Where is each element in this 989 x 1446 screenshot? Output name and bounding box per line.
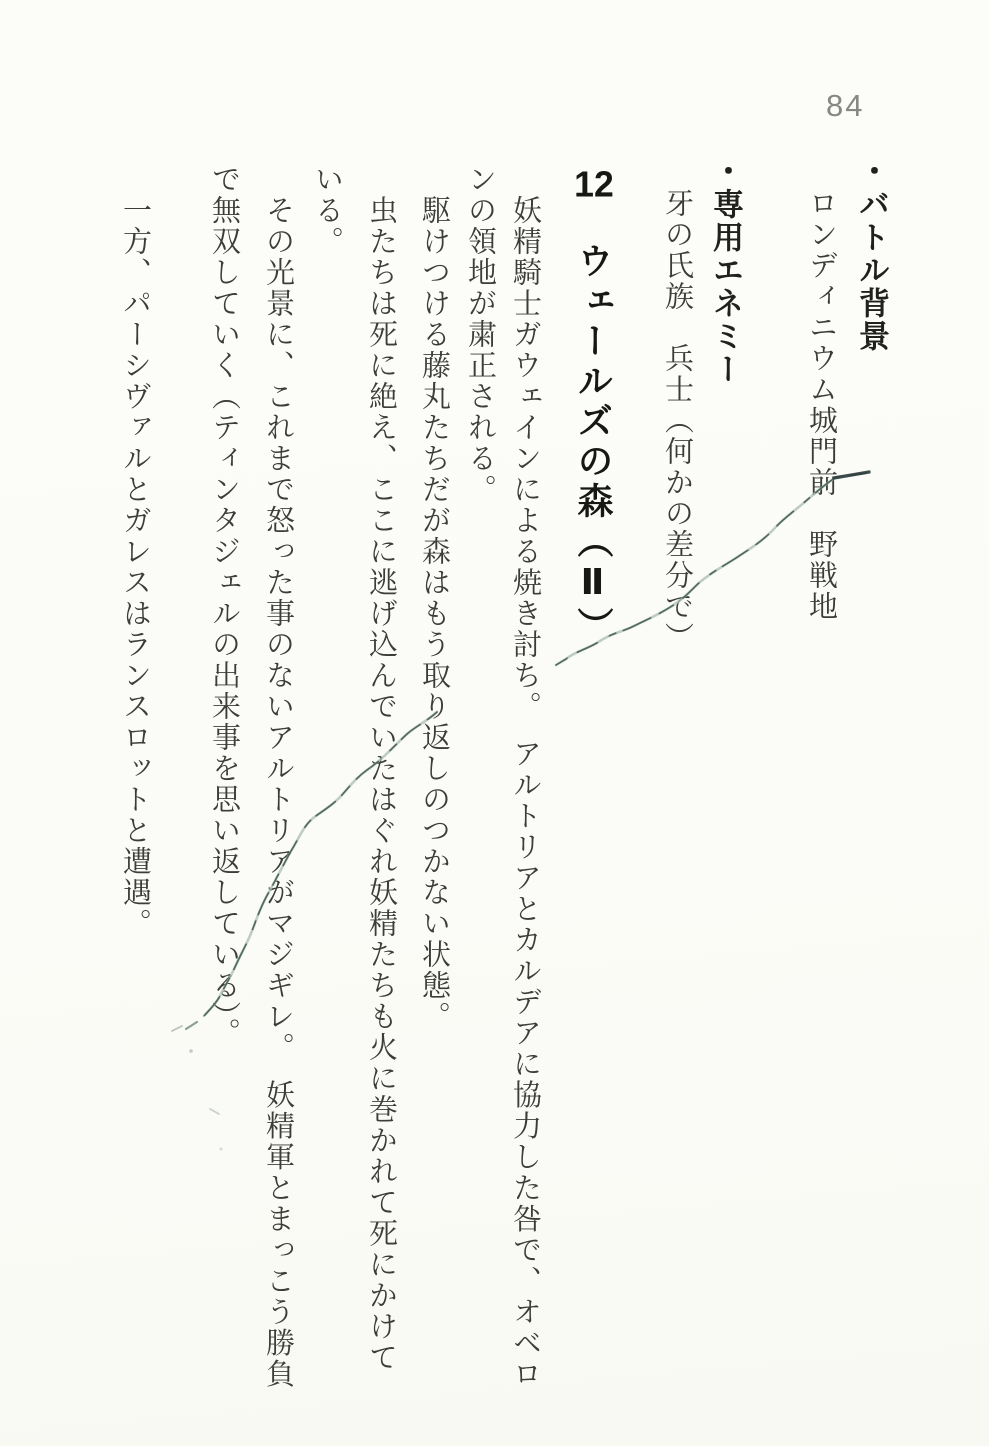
section-title: ウェールズの森（Ⅱ） xyxy=(573,202,614,647)
body-column-8: 一方、パーシヴァルとガレスはランスロットと遭遇。 xyxy=(119,164,151,939)
battle-background-label: ・バトル背景 xyxy=(854,155,889,353)
exclusive-enemy-label: ・専用エネミー xyxy=(708,155,743,386)
body-column-3: 駆けつける藤丸たちだが森はもう取り返しのつかない状態。 xyxy=(418,164,450,1032)
body-column-4: 虫たちは死に絶え、ここに逃げ込んでいたはぐれ妖精たちも火に巻かれて死にかけて xyxy=(365,164,397,1373)
exclusive-enemy-detail: 牙の氏族 兵士（何かの差分で） xyxy=(661,157,693,653)
body-column-5: いる。 xyxy=(311,164,343,257)
body-column-1: 妖精騎士ガウェインによる焼き討ち。 アルトリアとカルデアに協力した咎で、オベロ xyxy=(509,164,541,1390)
page-number: 84 xyxy=(826,88,865,123)
section-number: 12 xyxy=(574,166,614,202)
body-column-6: その光景に、これまで怒った事のないアルトリアがマジギレ。 妖精軍とまっこう勝負 xyxy=(262,164,294,1390)
battle-background-detail: ロンディニウム城門前 野戦地 xyxy=(805,157,837,622)
body-column-2: ンの領地が粛正される。 xyxy=(464,164,496,505)
section-heading xyxy=(573,166,614,647)
body-column-7: で無双していく（ティンタジェルの出来事を思い返している）。 xyxy=(208,164,240,1049)
